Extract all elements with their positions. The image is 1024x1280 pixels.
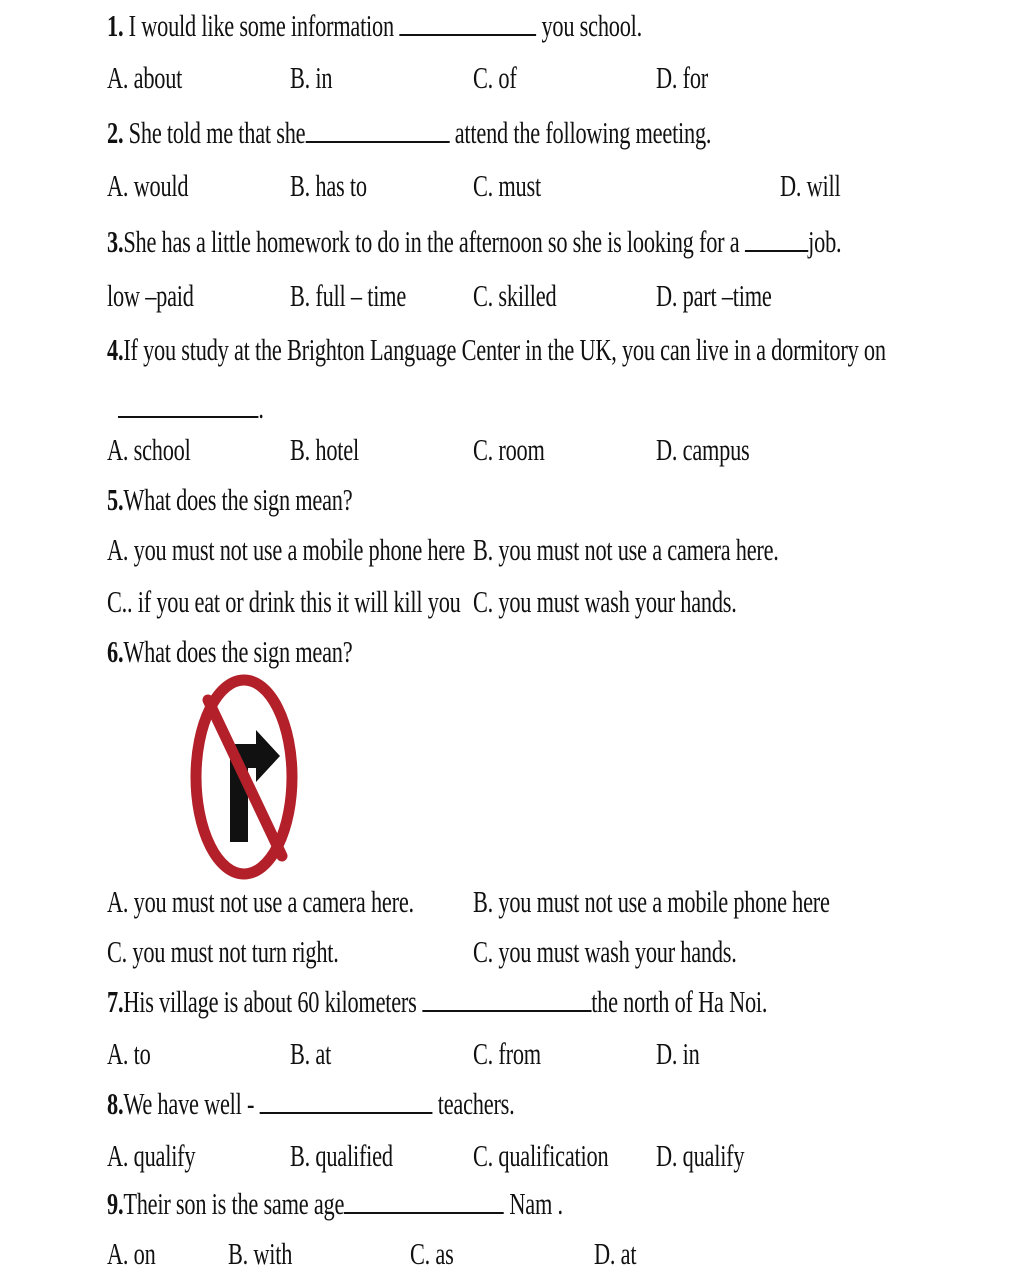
question-text: Their son is the same age bbox=[123, 1186, 345, 1221]
option-b[interactable]: B. qualified bbox=[290, 1138, 393, 1173]
option-c-alt[interactable]: C. you must wash your hands. bbox=[473, 934, 737, 969]
option-b[interactable]: B. in bbox=[290, 60, 333, 95]
question-text: She told me that she bbox=[128, 115, 306, 150]
option-c[interactable]: C.. if you eat or drink this it will kill you bbox=[107, 584, 461, 619]
option-d[interactable]: D. at bbox=[594, 1236, 637, 1271]
option-c[interactable]: C. must bbox=[473, 168, 541, 203]
question-number: 3. bbox=[107, 224, 124, 259]
option-c[interactable]: C. of bbox=[473, 60, 517, 95]
option-a[interactable]: A. to bbox=[107, 1036, 151, 1071]
question-7 bbox=[107, 984, 767, 1020]
question-text-end: attend the following meeting. bbox=[454, 115, 712, 150]
option-a[interactable]: A. would bbox=[107, 168, 189, 203]
question-text: She has a little homework to do in the afternoon so she is looking for a bbox=[123, 224, 740, 259]
option-b[interactable]: B. has to bbox=[290, 168, 367, 203]
answer-blank[interactable] bbox=[344, 1186, 504, 1214]
option-b[interactable]: B. you must not use a camera here. bbox=[473, 532, 779, 567]
answer-blank[interactable] bbox=[399, 8, 536, 36]
option-a[interactable]: A. on bbox=[107, 1236, 156, 1271]
option-d[interactable]: D. qualify bbox=[656, 1138, 745, 1173]
question-text-end: the north of Ha Noi. bbox=[591, 984, 768, 1019]
option-d[interactable]: D. for bbox=[656, 60, 709, 95]
option-a[interactable]: A. qualify bbox=[107, 1138, 196, 1173]
question-text: We have well - bbox=[123, 1086, 255, 1121]
option-c[interactable]: C. qualification bbox=[473, 1138, 609, 1173]
answer-blank[interactable] bbox=[745, 224, 808, 252]
question-text: What does the sign mean? bbox=[123, 634, 353, 669]
question-number: 9. bbox=[107, 1186, 124, 1221]
question-text-end: job. bbox=[808, 224, 842, 259]
option-a[interactable]: A. about bbox=[107, 60, 183, 95]
question-6 bbox=[107, 634, 352, 670]
option-b[interactable]: B. full – time bbox=[290, 278, 407, 313]
option-b[interactable]: B. hotel bbox=[290, 432, 359, 467]
question-number: 2. bbox=[107, 115, 124, 150]
question-text: If you study at the Brighton Language Center in the UK, you can live in a dormitory on bbox=[123, 332, 886, 367]
question-number: 5. bbox=[107, 482, 124, 517]
question-number: 1. bbox=[107, 8, 124, 43]
question-number: 8. bbox=[107, 1086, 124, 1121]
option-a[interactable]: A. you must not use a camera here. bbox=[107, 884, 414, 919]
answer-blank[interactable] bbox=[260, 1086, 433, 1114]
question-5 bbox=[107, 482, 352, 518]
question-9 bbox=[107, 1186, 563, 1222]
option-b[interactable]: B. you must not use a mobile phone here bbox=[473, 884, 830, 919]
no-right-turn-sign-icon bbox=[190, 672, 298, 882]
option-c-alt[interactable]: C. you must wash your hands. bbox=[473, 584, 737, 619]
option-a[interactable]: low –paid bbox=[107, 278, 194, 313]
option-d[interactable]: D. in bbox=[656, 1036, 700, 1071]
option-d[interactable]: D. part –time bbox=[656, 278, 772, 313]
question-3 bbox=[107, 224, 841, 260]
option-b[interactable]: B. at bbox=[290, 1036, 332, 1071]
question-text-end: you school. bbox=[541, 8, 643, 43]
question-text: His village is about 60 kilometers bbox=[123, 984, 417, 1019]
question-text-end: teachers. bbox=[437, 1086, 515, 1121]
question-text: What does the sign mean? bbox=[123, 482, 353, 517]
option-d[interactable]: D. will bbox=[780, 168, 841, 203]
question-number: 4. bbox=[107, 332, 124, 367]
option-a[interactable]: A. you must not use a mobile phone here bbox=[107, 532, 465, 567]
option-b[interactable]: B. with bbox=[228, 1236, 293, 1271]
question-number: 6. bbox=[107, 634, 124, 669]
question-number: 7. bbox=[107, 984, 124, 1019]
option-c[interactable]: C. you must not turn right. bbox=[107, 934, 339, 969]
question-text: I would like some information bbox=[128, 8, 394, 43]
option-c[interactable]: C. skilled bbox=[473, 278, 557, 313]
question-4 bbox=[107, 332, 886, 368]
option-d[interactable]: D. campus bbox=[656, 432, 750, 467]
answer-blank[interactable] bbox=[305, 115, 449, 143]
question-text-end: Nam . bbox=[509, 1186, 563, 1221]
option-a[interactable]: A. school bbox=[107, 432, 191, 467]
question-8 bbox=[107, 1086, 514, 1122]
question-text-end: . bbox=[258, 390, 264, 425]
question-1 bbox=[107, 8, 642, 44]
option-c[interactable]: C. from bbox=[473, 1036, 541, 1071]
option-c[interactable]: C. room bbox=[473, 432, 545, 467]
question-4-blank-line bbox=[118, 390, 264, 426]
option-c[interactable]: C. as bbox=[410, 1236, 454, 1271]
question-2 bbox=[107, 115, 711, 151]
answer-blank[interactable] bbox=[422, 984, 591, 1012]
answer-blank[interactable] bbox=[118, 390, 258, 418]
